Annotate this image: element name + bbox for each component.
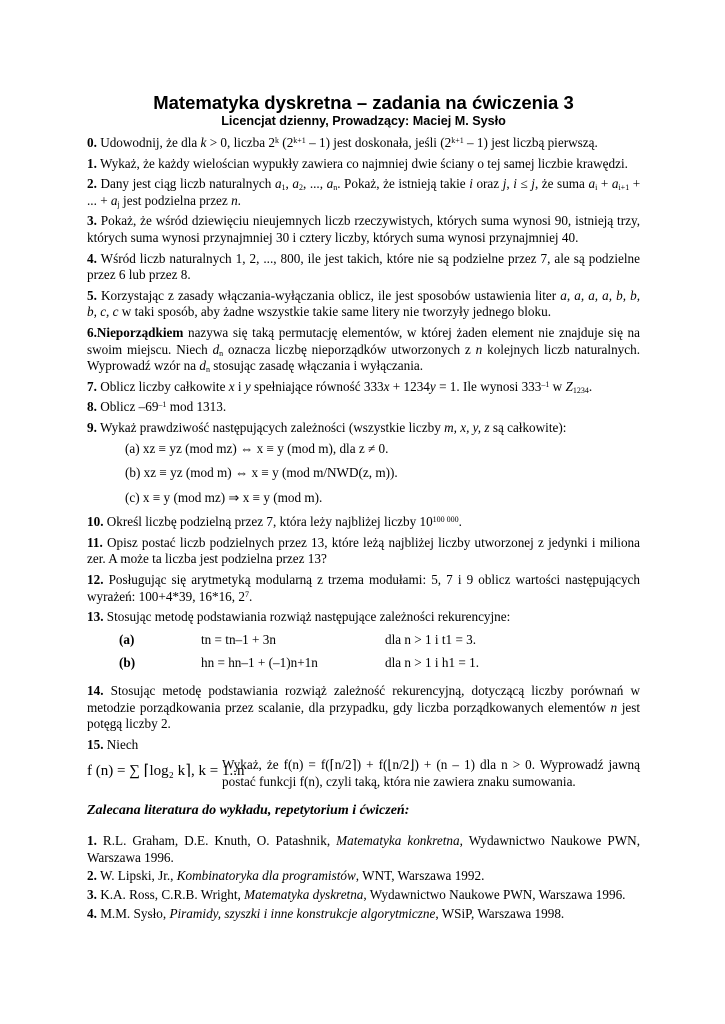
problem-13: 13. Stosując metodę podstawiania rozwiąż następujące zależności rekurencyjne: [87,609,511,625]
problem-10: 10. Określ liczbę podzielną przez 7, która leży najbliżej liczby $10^{100 000}$. [87,514,462,530]
page-subtitle: Licencjat dzienny, Prowadzący: Maciej M. Sysło [221,114,506,128]
problem-2: 2. Dany jest ciąg liczb naturalnych $a_1$, $a_2$, ..., $a_n$. Pokaż, że istnieją takie i oraz j, i ≤ j, że suma $a_i + a_{i+1}$ + ... + $a_j$ jest podzielna przez n. [87,176,641,209]
problem-9c: (c) x ≡ y (mod mz) ⇒ x ≡ y (mod m). [125,489,323,505]
sum-formula: f (n) = ∑ ⌈log₂ k⌉, k = 1..n [87,763,245,780]
reference-1: 1. R.L. Graham, D.E. Knuth, O. Patashnik, Matematyka konkretna, Wydawnictwo Naukowe PWN, Warszawa 1996. [87,833,641,865]
problem-9a: (a) xz ≡ yz (mod mz) ⇔ x ≡ y (mod m), dla z ≠ 0. [125,440,389,456]
reference-2: 2. W. Lipski, Jr., Kombinatoryka dla programistów, WNT, Warszawa 1992. [87,868,485,884]
reference-3: 3. K.A. Ross, C.R.B. Wright, Matematyka dyskretna, Wydawnictwo Naukowe PWN, Warszawa 1996. [87,886,626,902]
literature-list [87,833,640,922]
problem-11: 11. Opisz postać liczb podzielnych przez 13, które leżą najbliżej liczby utworzonej z jedynki i miliona zer. A może ta liczba jest podzielna przez 13? [87,534,640,567]
problem-8: 8. Oblicz $-69^{-1}$ mod 1313. [87,399,227,415]
problem-12: 12. Posługując się arytmetyką modularną z trzema modułami: 5, 7 i 9 oblicz wartości następujących wyrażeń: 100+4*39, 16*16, $2^7$. [87,572,640,604]
problem-15-body [87,757,640,790]
problem-7: 7. Oblicz liczby całkowite x i y spełniające równość 333x + 1234y = 1. Ile wynosi $333^{-1}$ w $Z_{1234}$. [87,378,593,395]
problem-5: 5. Korzystając z zasady włączania-wyłączania oblicz, ile jest sposobów ustawienia liter a, a, a, a, b, b, b, c, c w taki sposób, aby żadne wszystkie takie same litery nie tworzyły jednego bloku. [87,287,640,320]
page-title: Matematyka dyskretna – zadania na ćwiczenia 3 [153,92,574,113]
problem-14: 14. Stosując metodę podstawiania rozwiąż zależność rekurencyjną, dotyczącą liczby porównań w metodzie porządkowania przez scalanie, dla przypadku, gdy liczba porządkowanych elementów n jest potęgą liczby 2. [87,683,641,732]
problem-0: 0. Udowodnij, że dla k > 0, liczba 2$^k$ $(2^{k+1} - 1)$ jest doskonała, jeśli $(2^{k+1} - 1)$ jest liczbą pierwszą. [87,135,598,150]
document-page [87,92,640,924]
reference-4: 4. M.M. Sysło, Piramidy, szyszki i inne konstrukcje algorytmiczne, WSiP, Warszawa 1998. [87,905,565,921]
problem-9-items [87,441,640,507]
problem-1: 1. Wykaż, że każdy wielościan wypukły zawiera co najmniej dwie ściany o tej samej liczbie krawędzi. [87,155,628,171]
literature-heading: Zalecana literatura do wykładu, repetytorium i ćwiczeń: [87,802,410,818]
problem-4: 4. Wśród liczb naturalnych 1, 2, ..., 800, ile jest takich, które nie są podzielne przez 7, ale są podzielne przez 6 lub przez 8. [87,250,640,283]
problem-15-text: Wykaż, że f(n) = f(⌈n/2⌉) + f(⌊n/2⌋) + (n – 1) dla n > 0. Wyprowadź jawną postać funkcji f(n), czyli taką, która nie zawiera znaku sumowania. [222,757,640,789]
problem-9: 9. Wykaż prawdziwość następujących zależności (wszystkie liczby m, x, y, z są całkowite): [87,419,567,435]
problem-3: 3. Pokaż, że wśród dziewięciu nieujemnych liczb rzeczywistych, których suma wynosi 90, istnieją trzy, których suma wynosi przynajmniej 30 i cztery liczby, których suma wynosi przynajmniej 40. [87,213,641,245]
problem-6: 6.Nieporządkiem nazywa się taką permutację elementów, w której żaden element nie znajduje się na swoim miejscu. Niech $d_n$ oznacza liczbę nieporządków utworzonych z n kolejnych liczb naturalnych. Wyprowadź wzór na $d_n$ stosując zasadę włączania i wyłączania. [87,324,641,375]
recurrence-a: (a) tn = tn–1 + 3n dla n > 1 i t1 = 3. [119,631,477,647]
problem-9b: (b) xz ≡ yz (mod m) ⇔ x ≡ y (mod m/NWD(z, m)). [125,465,398,481]
problem-15: 15. Niech [87,736,139,752]
recurrence-table [119,630,479,677]
recurrence-b: (b) hn = hn–1 + (–1)n+1n dla n > 1 i h1 = 1. [119,655,479,671]
